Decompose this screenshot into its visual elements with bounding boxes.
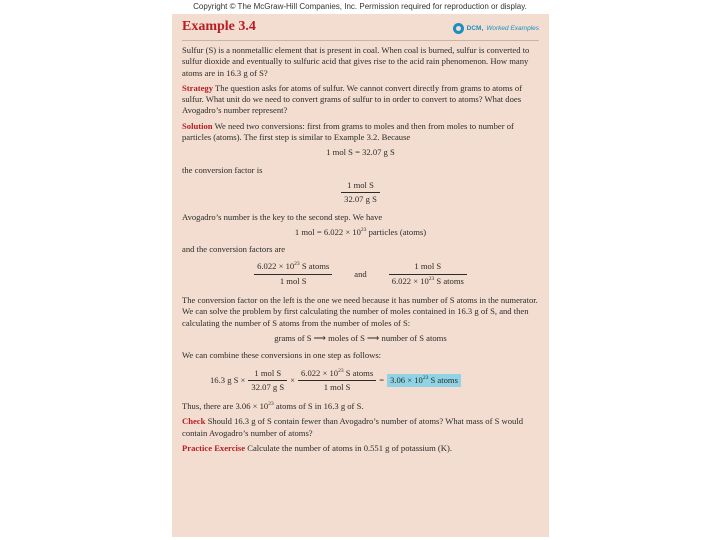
- eq2-right: particles (atoms): [366, 226, 427, 237]
- textbook-page: [172, 14, 549, 537]
- copyright-notice: Copyright © The McGraw-Hill Companies, Inc. Permission required for reproduction or display.: [193, 2, 527, 11]
- fraction-mol-per-atoms: [389, 261, 467, 287]
- conversion-chain: grams of S ⟶ moles of S ⟶ number of S atoms: [274, 332, 447, 343]
- equals-sign: =: [379, 374, 385, 385]
- practice-paragraph: [182, 443, 539, 454]
- example-title: Example 3.4: [182, 19, 256, 34]
- eq2-left: 1 mol = 6.022 × 10: [294, 226, 361, 237]
- eq2-exp: 23: [360, 227, 367, 233]
- badge-label-b: Worked Examples: [486, 25, 539, 32]
- solution-label: Solution: [182, 120, 213, 131]
- calc-fraction-2: [298, 368, 376, 394]
- calc-fraction-1: [248, 368, 287, 394]
- check-text: Should 16.3 g of S contain fewer than Avogadro’s number of atoms? What mass of S would contain Avogadro’s number of atoms?: [182, 416, 524, 438]
- equation-avogadro: [182, 227, 539, 238]
- conversion-factors-row: [182, 261, 539, 287]
- check-label: Check: [182, 416, 206, 427]
- practice-text: Calculate the number of atoms in 0.551 g of potassium (K).: [247, 443, 453, 454]
- badge-label-a: DCM,: [466, 25, 484, 32]
- fraction-denominator: 1 mol S: [323, 381, 351, 392]
- result-highlight: $3.06 \times 10^{23}$ S atoms: [387, 374, 461, 387]
- combine-text: We can combine these conversions in one step as follows:: [182, 350, 382, 361]
- fraction-denominator: 32.07 g S: [344, 194, 377, 205]
- fraction-1-container: [182, 180, 539, 206]
- strategy-paragraph: [182, 83, 539, 117]
- and-word: and: [354, 268, 367, 279]
- thus-text: Thus, there are $3.06 \times 10^{23}$ atoms of S in 16.3 g of S.: [182, 401, 364, 412]
- strategy-text: The question asks for atoms of sulfur. We cannot convert directly from grams to atoms of sulfur. What unit do we need to convert grams of sulfur to in order to convert to atoms? What does Avogadro’s number represent?: [182, 82, 523, 116]
- solution-paragraph: [182, 121, 539, 144]
- fraction-atoms-per-mol: [254, 261, 332, 287]
- calc-start: 16.3 g S ×: [210, 374, 246, 385]
- fraction-denominator: 1 mol S: [279, 275, 307, 286]
- conversion-factor-text: the conversion factor is: [182, 164, 263, 175]
- fraction-numerator: $6.022 \times 10^{23}$ S atoms: [254, 261, 332, 274]
- example-header: [182, 20, 539, 41]
- fraction-denominator: $6.022 \times 10^{23}$ S atoms: [391, 275, 464, 286]
- calculation-row: [210, 368, 539, 394]
- worked-examples-badge: [453, 23, 539, 34]
- practice-label: Practice Exercise: [182, 443, 246, 454]
- explanation-text: The conversion factor on the left is the one we need because it has number of S atoms in the numerator. We can solve the problem by first calculating the number of moles contained in 16.3 g of S, and then calculating the number of S atoms from the number of moles of S:: [182, 295, 538, 328]
- conversion-factors-text: and the conversion factors are: [182, 244, 286, 255]
- check-paragraph: [182, 416, 539, 439]
- equation-molar-mass: 1 mol S = 32.07 g S: [326, 147, 395, 158]
- fraction-denominator: 32.07 g S: [251, 381, 285, 392]
- fraction-numerator: $6.022 \times 10^{23}$ S atoms: [298, 368, 376, 381]
- avogadro-text: Avogadro’s number is the key to the second step. We have: [182, 211, 383, 222]
- strategy-label: Strategy: [182, 82, 214, 93]
- fraction-mol-per-gram: [341, 180, 380, 206]
- solution-text: We need two conversions: first from grams to moles and then from moles to number of particles (atoms). The first step is similar to Example 3.2. Because: [182, 120, 514, 143]
- problem-text: Sulfur (S) is a nonmetallic element that is present in coal. When coal is burned, sulfur is converted to sulfur dioxide and eventually to sulfuric acid that gives rise to the acid rain phenomenon. How many atoms are in 16.3 g of S?: [182, 45, 530, 78]
- cd-icon: [453, 23, 464, 34]
- times-sign: ×: [290, 374, 295, 385]
- fraction-numerator: 1 mol S: [389, 261, 467, 274]
- fraction-numerator: 1 mol S: [341, 180, 380, 193]
- fraction-numerator: 1 mol S: [248, 368, 287, 381]
